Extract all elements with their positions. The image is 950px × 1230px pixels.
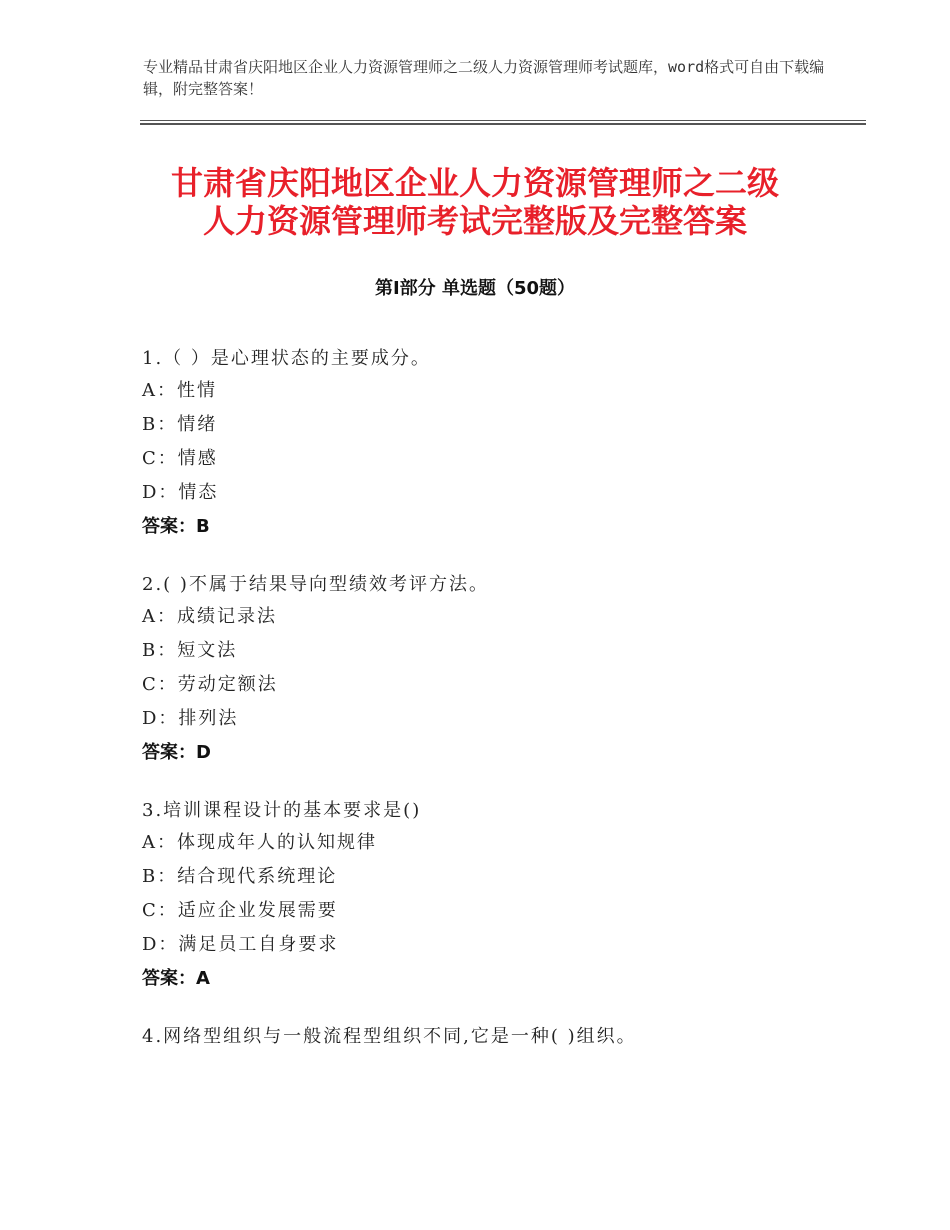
option-b: B：短文法 xyxy=(142,640,238,661)
question-2 xyxy=(142,570,862,770)
option-d: D：情态 xyxy=(142,482,219,503)
option-c: C：情感 xyxy=(142,448,218,469)
option-a: A：成绩记录法 xyxy=(142,606,277,627)
option-a: A：体现成年人的认知规律 xyxy=(142,832,377,853)
question-3 xyxy=(142,796,862,996)
option-c: C：劳动定额法 xyxy=(142,674,278,695)
option-b: B：情绪 xyxy=(142,414,218,435)
header-divider-thick xyxy=(140,123,866,125)
question-stem: 4.网络型组织与一般流程型组织不同,它是一种( )组织。 xyxy=(142,1026,637,1047)
question-4 xyxy=(142,1022,862,1052)
question-stem: 1.（ ）是心理状态的主要成分。 xyxy=(142,348,431,369)
question-stem: 2.( )不属于结果导向型绩效考评方法。 xyxy=(142,574,489,595)
header-divider-thin xyxy=(140,120,866,121)
answer-label: 答案：A xyxy=(142,968,210,989)
question-stem: 3.培训课程设计的基本要求是() xyxy=(142,800,422,821)
option-a: A：性情 xyxy=(142,380,217,401)
option-c: C：适应企业发展需要 xyxy=(142,900,338,921)
answer-label: 答案：B xyxy=(142,516,210,537)
option-d: D：排列法 xyxy=(142,708,239,729)
answer-label: 答案：D xyxy=(142,742,211,763)
header-divider xyxy=(140,120,866,126)
section-heading: 第Ⅰ部分 单选题（50题） xyxy=(374,278,575,299)
option-d: D：满足员工自身要求 xyxy=(142,934,339,955)
option-b: B：结合现代系统理论 xyxy=(142,866,338,887)
question-1 xyxy=(142,344,862,544)
question-list xyxy=(142,344,862,1078)
header-note: 专业精品甘肃省庆阳地区企业人力资源管理师之二级人力资源管理师考试题库，word格式可自由下载编辑，附完整答案！ xyxy=(143,58,825,98)
document-title-line-2: 人力资源管理师考试完整版及完整答案 xyxy=(202,202,747,240)
document-title-line-1: 甘肃省庆阳地区企业人力资源管理师之二级 xyxy=(170,164,779,202)
